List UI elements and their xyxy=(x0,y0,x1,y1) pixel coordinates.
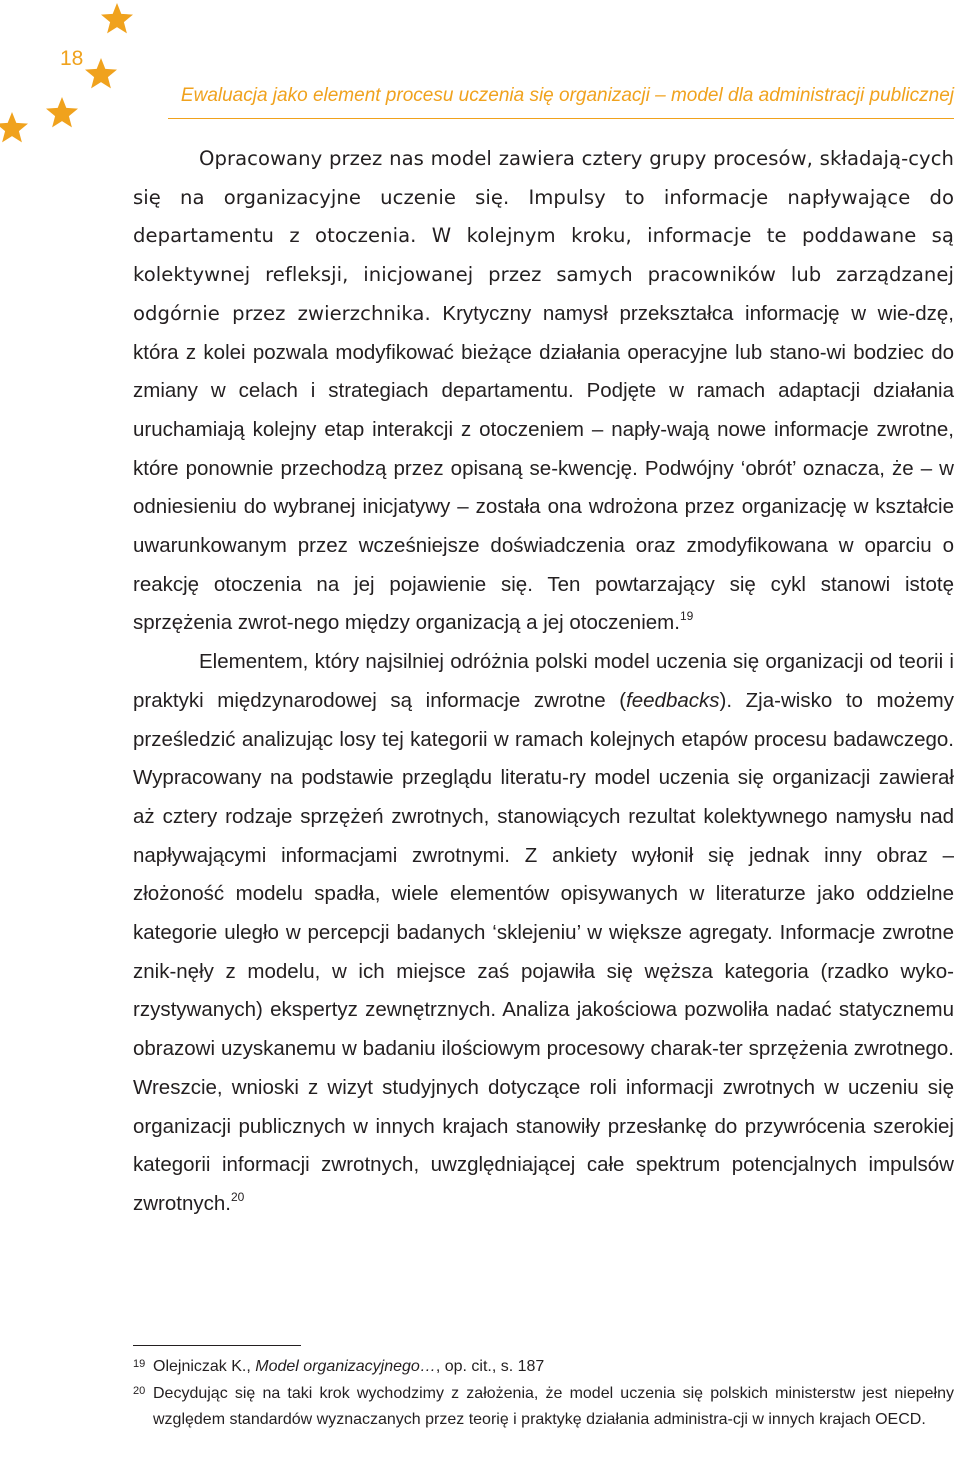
footnote-source: , op. cit., s. 187 xyxy=(435,1358,545,1375)
stars-decoration xyxy=(0,0,140,150)
paragraph-text: ). Zja-wisko to możemy prześledzić analizując losy tej kategorii w ramach kolejnych etapów procesu badawczego. Wypracowany na podstawie przeglądu literatu-ry model uczenia się organizacji zawierał aż cztery rodzaje sprzężeń zwrotnych, stanowiących rezultat kolektywnego namysłu nad napływającymi informacjami zwrotnymi. Z ankiety wyłonił się jednak inny obraz – złożoność modelu spadła, wiele elementów opisywanych w literaturze jako oddzielne kategorie uległo w percepcji badanych ‘sklejeniu’ w większe agregaty. Informacje zwrotne znik-nęły z modelu, w ich miejsce zaś pojawiła się węższa kategoria (rzadko wyko-rzystywanych) ekspertyz zewnętrznych. Analiza jakościowa pozwoliła nadać statycznemu obrazowi uzyskanemu w badaniu ilościowym procesowy charak-ter sprzężenia zwrotnego. Wreszcie, wnioski z wizyt studyjnych dotyczące roli informacji zwrotnych w uczeniu się organizacji publicznych w innych krajach stanowiły przesłankę do przywrócenia szerokiej kategorii informacji zwrotnych, uwzględniającej całe spektrum potencjalnych impulsów zwrotnych. xyxy=(133,688,955,1215)
star-icon xyxy=(85,58,117,88)
footnote-separator xyxy=(133,1345,301,1346)
footnote-title: Model organizacyjnego… xyxy=(255,1358,436,1375)
footnotes xyxy=(133,1354,954,1434)
footnote-reference: 20 xyxy=(230,1189,245,1204)
footnote xyxy=(133,1381,954,1434)
paragraph-text-monospace: Opracowany przez nas model zawiera cztery grupy procesów, składają-cych się na organizacyjne uczenie się. Impulsy to informacje napływające do departamentu z otoczenia. W kolejnym kroku, informacje te poddawane są kolektywnej refleksji, inicjowanej przez samych pracowników lub zarządzanej odgórnie przez zwierzchnika. xyxy=(133,147,954,325)
paragraph xyxy=(133,140,954,643)
star-icon xyxy=(46,97,78,127)
paragraph xyxy=(133,643,954,1224)
footnote-text xyxy=(153,1354,954,1381)
page-number: 18 xyxy=(60,47,84,70)
footnote-number: 19 xyxy=(133,1358,146,1370)
star-icon xyxy=(101,3,133,33)
header-rule xyxy=(168,118,954,119)
body-text xyxy=(133,140,954,1224)
footnote-text: Decydując się na taki krok wychodzimy z założenia, że model uczenia się polskich ministerstw jest niepełny względem standardów wyznaczanych przez teorię i praktykę działania administra-cji w innych krajach OECD. xyxy=(153,1384,954,1428)
paragraph-text: Krytyczny namysł przekształca informację w wie-dzę, która z kolei pozwala modyfikować bieżące działania operacyjne lub stano-wi bodziec do zmiany w celach i strategiach departamentu. Podjęte w ramach adaptacji działania uruchamiają kolejny etap interakcji z otoczeniem – napły-wają nowe informacje zwrotne, które ponownie przechodzą przez opisaną se-kwencję. Podwójny ‘obrót’ oznacza, że – w odniesieniu do wybranej inicjatywy – została ona wdrożona przez organizację w kształcie uwarunkowanym przez wcześniejsze doświadczenia oraz zmodyfikowana w oparciu o reakcję otoczenia na jej pojawienie się. Ten powtarzający się cykl stanowi istotę sprzężenia zwrot-nego między organizacją a jej otoczeniem. xyxy=(133,301,954,635)
running-title: Ewaluacja jako element procesu uczenia się organizacji – model dla administracji publicznej xyxy=(180,85,954,106)
paragraph-text: Elementem, który najsilniej odróżnia polski model uczenia się organizacji od teorii i praktyki międzynarodowej są informacje zwrotne ( xyxy=(133,650,954,712)
footnote xyxy=(133,1354,954,1381)
footnote-author: Olejniczak K., xyxy=(153,1358,256,1375)
footnote-number: 20 xyxy=(133,1384,146,1397)
italic-term: feedbacks xyxy=(626,688,720,712)
star-icon xyxy=(0,112,28,142)
footnote-reference: 19 xyxy=(679,609,694,624)
